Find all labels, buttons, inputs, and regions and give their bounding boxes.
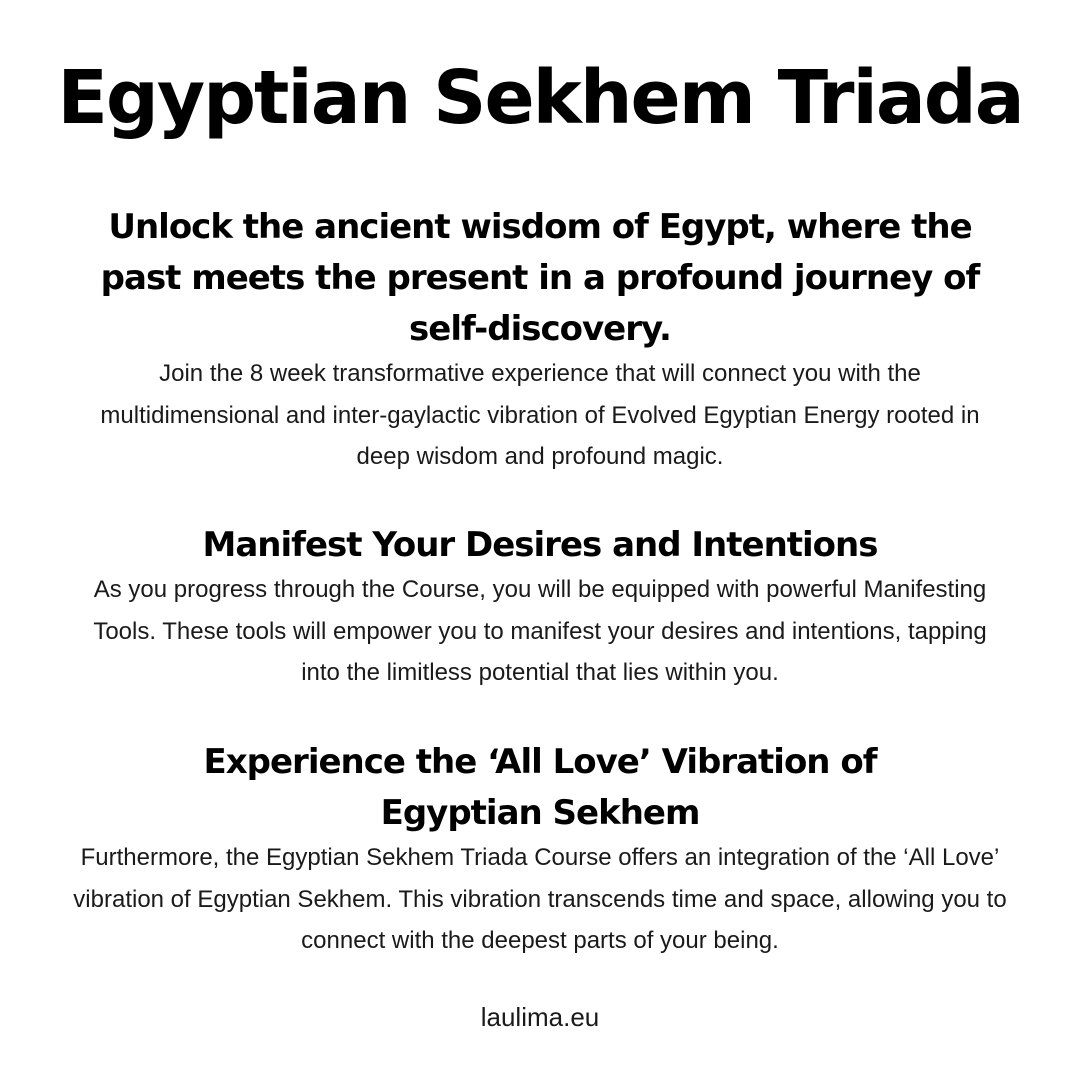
website-link[interactable]: laulima.eu [480,1002,600,1032]
section-all-love [60,737,1020,962]
section-body: As you progress through the Course, you will be equipped with powerful Manifesting Tools. These tools will empower you to manifest your desires and intentions, tapping into the limitless potential that lies within you. [93,576,987,686]
section-heading: Manifest Your Desires and Intentions [202,525,878,565]
section-heading: Experience the ‘All Love’ Vibration of Egyptian Sekhem [203,742,877,833]
section-ancient-wisdom [60,202,1020,478]
section-heading: Unlock the ancient wisdom of Egypt, where the past meets the present in a profound journey of self-discovery. [100,207,980,349]
section-body: Join the 8 week transformative experience that will connect you with the multidimensional and inter-gaylactic vibration of Evolved Egyptian Energy rooted in deep wisdom and profound magic. [100,360,980,470]
section-body: Furthermore, the Egyptian Sekhem Triada Course offers an integration of the ‘All Love’ vibration of Egyptian Sekhem. This vibration transcends time and space, allowing you to connect with the deepest parts of your being. [73,844,1007,954]
page-title: Egyptian Sekhem Triada [57,55,1023,141]
section-manifest [60,520,1020,694]
